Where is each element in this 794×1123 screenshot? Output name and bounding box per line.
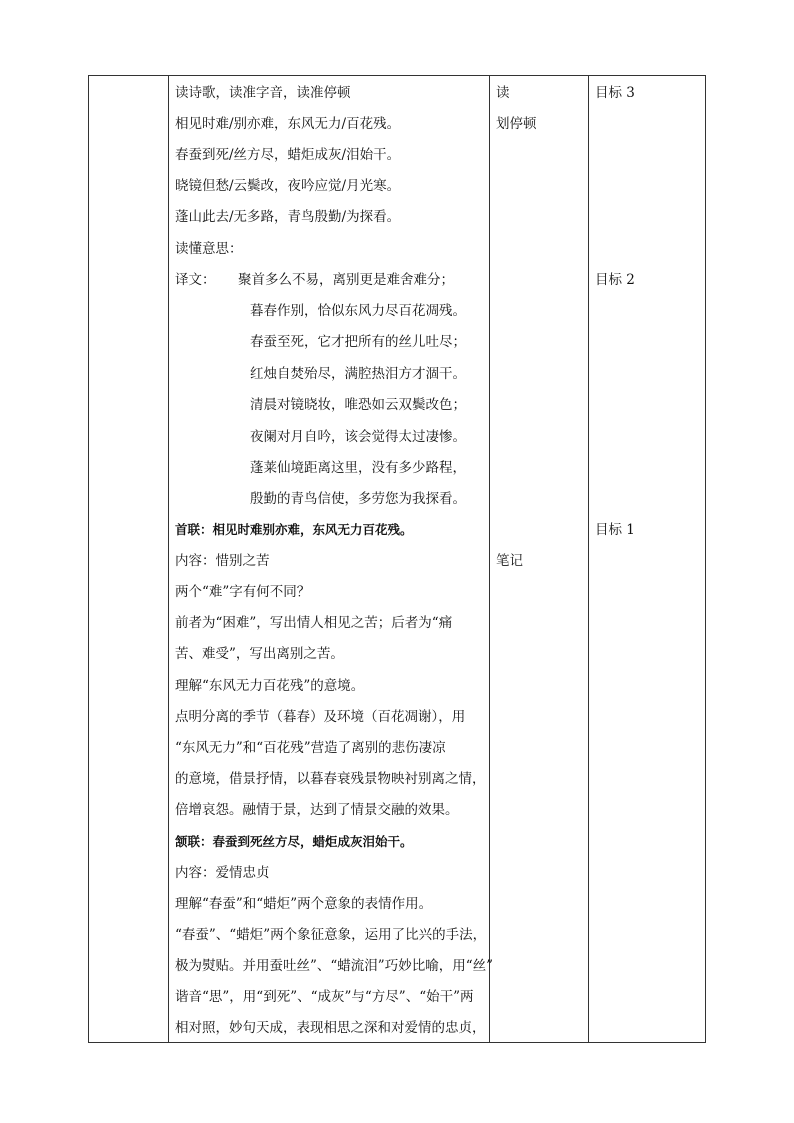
question: 理解“春蚕”和“蜡炬”两个意象的表情作用。 [175, 896, 433, 912]
poem-line: 晓镜但愁/云鬓改，夜吟应觉/月光寒。 [175, 178, 401, 194]
translation-line: 殷勤的青鸟信使，多劳您为我探看。 [250, 491, 466, 507]
answer-line: 极为熨贴。并用蚕吐丝”、“蜡流泪”巧妙比喻，用“丝” [175, 958, 494, 974]
translation-line: 春蚕至死，它才把所有的丝儿吐尽； [250, 334, 466, 350]
translation-line: 蓬莱仙境距离这里，没有多少路程， [250, 460, 466, 476]
question: 两个“难”字有何不同？ [175, 584, 311, 600]
poem-line: 蓬山此去/无多路，青鸟殷勤/为探看。 [175, 209, 401, 225]
lesson-table [88, 75, 706, 1043]
goal-label: 目标 3 [595, 85, 635, 101]
couplet2-heading: 颔联：春蚕到死丝方尽，蜡炬成灰泪始干。 [175, 834, 413, 849]
understand-heading: 读懂意思： [175, 241, 243, 257]
translation-label: 译文： [175, 272, 216, 288]
answer-line: 的意境，借景抒情，以暮春衰残景物映衬别离之情， [175, 771, 486, 787]
answer-line: 相对照，妙句天成，表现相思之深和对爱情的忠贞， [175, 1020, 486, 1036]
couplet2-content: 内容：爱情忠贞 [175, 865, 270, 881]
read-poem-instruction: 读诗歌，读准字音，读准停顿 [175, 85, 351, 101]
activity-notes: 笔记 [496, 553, 523, 569]
answer-line: 前者为“困难”，写出情人相见之苦；后者为“痛 [175, 615, 453, 631]
column-divider [489, 76, 490, 1042]
goals-cell [595, 76, 705, 1042]
poem-line: 春蚕到死/丝方尽，蜡炬成灰/泪始干。 [175, 147, 401, 163]
translation-line: 清晨对镜晓妆，唯恐如云双鬓改色； [250, 397, 466, 413]
answer-line: 苦、难受”，写出离别之苦。 [175, 646, 344, 662]
content-cell [175, 76, 494, 1042]
translation-line: 夜阑对月自吟，该会觉得太过凄惨。 [250, 429, 466, 445]
answer-line: 倍增哀怨。融情于景，达到了情景交融的效果。 [175, 802, 459, 818]
answer-line: 谐音“思”，用“到死”、“成灰”与“方尽”、“始干”两 [175, 989, 474, 1005]
poem-line: 相见时难/别亦难，东风无力/百花残。 [175, 116, 401, 132]
couplet1-content: 内容：惜别之苦 [175, 553, 270, 569]
answer-line: 点明分离的季节（暮春）及环境（百花凋谢），用 [175, 709, 466, 725]
translation-line: 暮春作别，恰似东风力尽百花凋残。 [250, 303, 466, 319]
column-divider [588, 76, 589, 1042]
answer-line: “春蚕”、“蜡炬”两个象征意象，运用了比兴的手法， [175, 927, 487, 943]
activity-mark-pause: 划停顿 [496, 116, 537, 132]
goal-label: 目标 1 [595, 522, 635, 538]
column-divider [168, 76, 169, 1042]
translation-line: 红烛自焚殆尽，满腔热泪方才涸干。 [250, 366, 466, 382]
activity-read: 读 [496, 85, 510, 101]
translation-line: 聚首多么不易，离别更是难舍难分； [238, 272, 454, 288]
question: 理解“东风无力百花残”的意境。 [175, 678, 365, 694]
answer-line: “东风无力”和“百花残”营造了离别的悲伤凄凉 [175, 740, 446, 756]
activity-cell [496, 76, 586, 1042]
goal-label: 目标 2 [595, 272, 635, 288]
couplet1-heading: 首联：相见时难别亦难，东风无力百花残。 [175, 522, 413, 537]
